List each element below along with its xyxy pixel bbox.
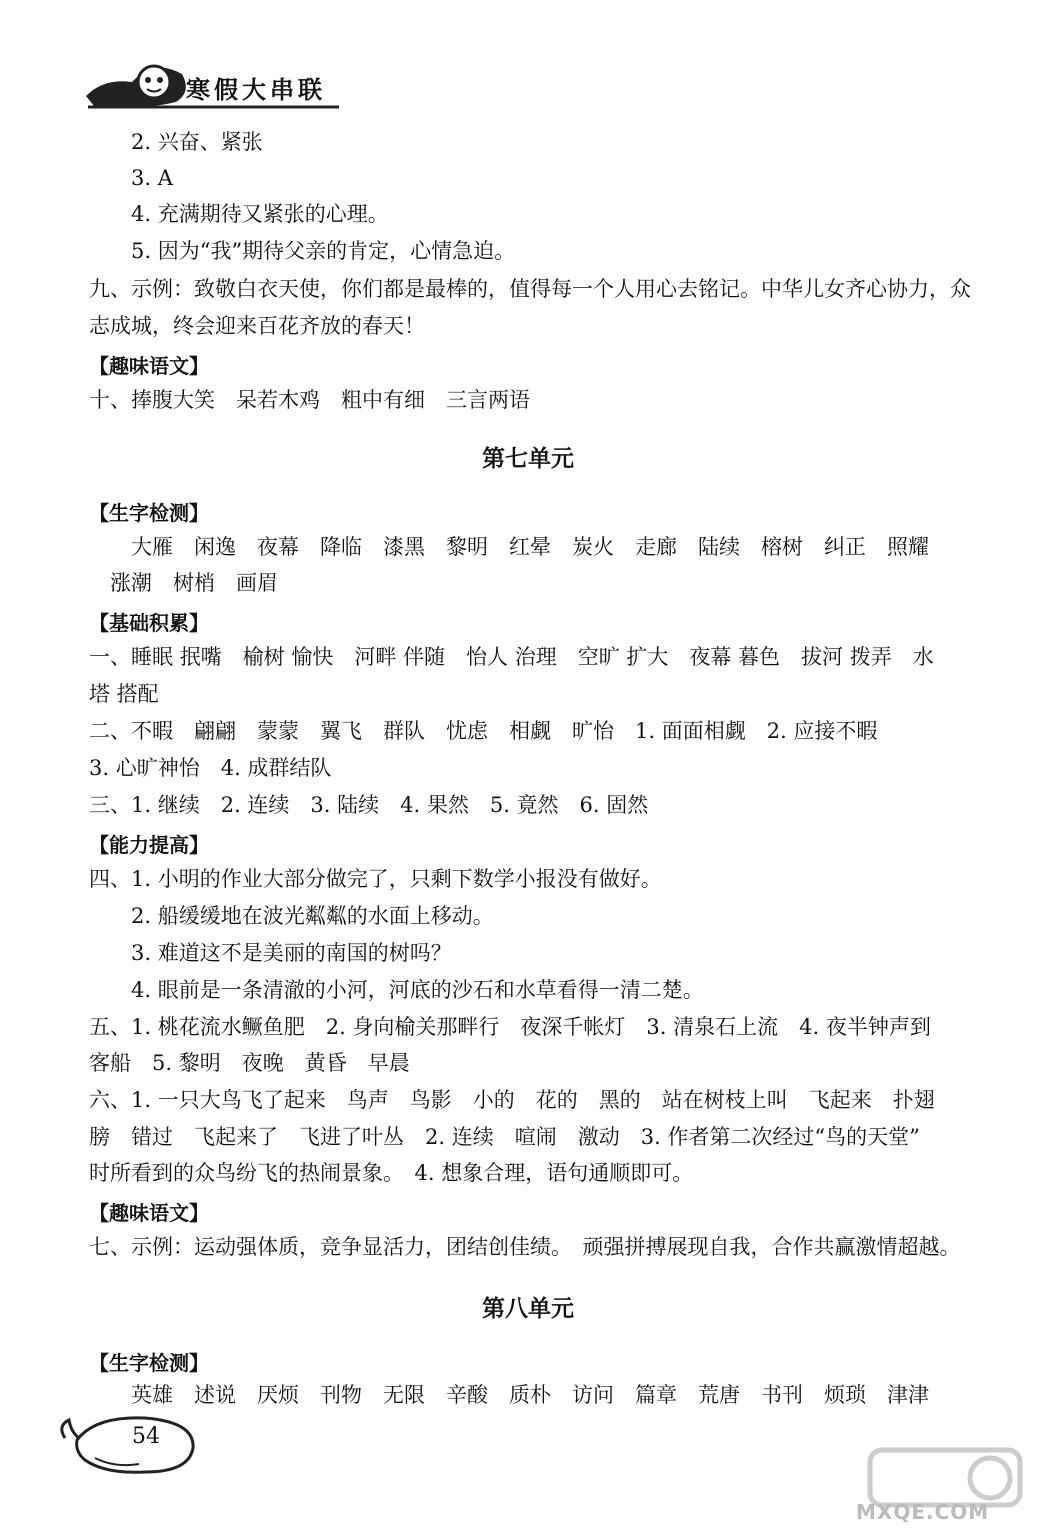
answer-line: 十、捧腹大笑 呆若木鸡 粗中有细 三言两语	[89, 388, 530, 412]
answer-line: 二、不暇 翩翩 蒙蒙 翼飞 群队 忧虑 相觑 旷怡 1. 面面相觑 2. 应接不暇	[89, 719, 878, 743]
answer-line: 3. 难道这不是美丽的南国的树吗？	[131, 941, 452, 965]
answer-line: 三、1. 继续 2. 连续 3. 陆续 4. 果然 5. 竟然 6. 固然	[89, 793, 649, 817]
answer-line: 4. 充满期待又紧张的心理。	[131, 202, 389, 226]
answer-line: 5. 因为“我”期待父亲的肯定，心情急迫。	[131, 239, 516, 263]
answer-line: 四、1. 小明的作业大部分做完了，只剩下数学小报没有做好。	[89, 867, 662, 891]
section-tag: 【趣味语文】	[89, 1201, 209, 1225]
answer-line: 九、示例：致敬白衣天使，你们都是最棒的，值得每一个人用心去铭记。中华儿女齐心协力，众	[89, 277, 971, 301]
page-number: 54	[132, 1424, 160, 1449]
answer-line: 七、示例：运动强体质，竞争显活力，团结创佳绩。 顽强拼搏展现自我，合作共赢激情超越。	[89, 1235, 961, 1259]
answer-line: 涨潮 树梢 画眉	[110, 571, 278, 595]
answer-line: 五、1. 桃花流水鳜鱼肥 2. 身向榆关那畔行 夜深千帐灯 3. 清泉石上流 4. 夜半钟声到	[89, 1015, 931, 1039]
answer-line: 大雁 闲逸 夜幕 降临 漆黑 黎明 红晕 炭火 走廊 陆续 榕树 纠正 照耀	[131, 535, 929, 559]
header-title: 寒假大串联	[186, 75, 326, 104]
unit-title: 第八单元	[482, 1295, 574, 1322]
answer-line: 英雄 述说 厌烦 刊物 无限 辛酸 质朴 访问 篇章 荒唐 书刊 烦琐 津津	[131, 1383, 929, 1407]
unit-title: 第七单元	[482, 445, 574, 472]
section-tag: 【生字检测】	[89, 501, 209, 525]
answer-line: 志成城，终会迎来百花齐放的春天！	[89, 314, 425, 338]
section-tag: 【趣味语文】	[89, 354, 209, 378]
watermark-text: MXQE.COM	[856, 1500, 990, 1524]
answer-line: 3. A	[131, 166, 173, 190]
answer-line: 塔 搭配	[89, 682, 159, 706]
answer-line: 时所看到的众鸟纷飞的热闹景象。 4. 想象合理，语句通顺即可。	[89, 1161, 694, 1185]
answer-line: 客船 5. 黎明 夜晚 黄昏 早晨	[89, 1051, 410, 1075]
answer-line: 4. 眼前是一条清澈的小河，河底的沙石和水草看得一清二楚。	[131, 978, 704, 1002]
answer-line: 2. 兴奋、紧张	[131, 130, 263, 154]
answer-line: 3. 心旷神怡 4. 成群结队	[89, 756, 332, 780]
answer-line: 2. 船缓缓地在波光粼粼的水面上移动。	[131, 904, 494, 928]
answer-line: 一、睡眠 抿嘴 榆树 愉快 河畔 伴随 怡人 治理 空旷 扩大 夜幕 暮色 拔河 拨弄 水	[89, 645, 934, 669]
whale-icon	[55, 1408, 205, 1480]
section-tag: 【能力提高】	[89, 833, 209, 857]
answer-line: 膀 错过 飞起来了 飞进了叶丛 2. 连续 喧闹 激动 3. 作者第二次经过“鸟的天堂”	[89, 1125, 920, 1149]
answer-line: 六、1. 一只大鸟飞了起来 鸟声 鸟影 小的 花的 黑的 站在树枝上叫 飞起来 扑翅	[89, 1088, 935, 1112]
section-tag: 【生字检测】	[89, 1351, 209, 1375]
section-tag: 【基础积累】	[89, 611, 209, 635]
